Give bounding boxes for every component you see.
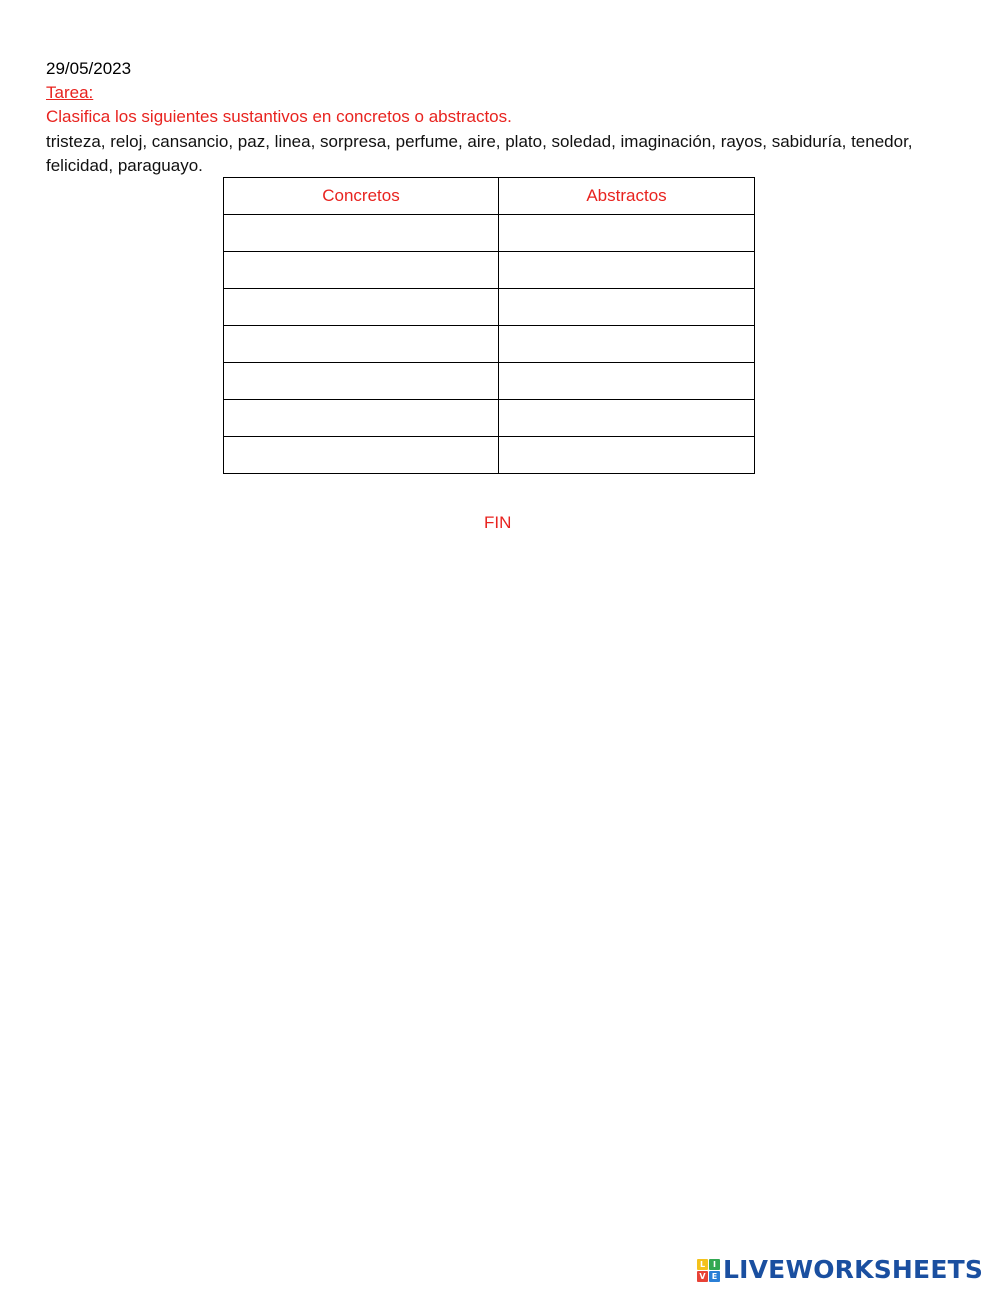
answer-cell-concretos[interactable] [224, 437, 499, 474]
column-header-abstractos: Abstractos [499, 178, 755, 215]
answer-cell-abstractos[interactable] [499, 252, 755, 289]
answer-cell-concretos[interactable] [224, 400, 499, 437]
liveworksheets-logo [697, 1256, 983, 1284]
logo-tile-icon: I [709, 1259, 720, 1270]
answer-cell-concretos[interactable] [224, 363, 499, 400]
table-row [224, 252, 755, 289]
liveworksheets-logo-icon [697, 1259, 720, 1282]
classification-table [223, 177, 755, 474]
answer-cell-abstractos[interactable] [499, 215, 755, 252]
instruction-text: Clasifica los siguientes sustantivos en concretos o abstractos. [46, 107, 512, 126]
liveworksheets-logo-text: LIVEWORKSHEETS [723, 1255, 984, 1284]
logo-tile-icon: E [709, 1271, 720, 1282]
logo-tile-icon: V [697, 1271, 708, 1282]
logo-tile-icon: L [697, 1259, 708, 1270]
answer-cell-concretos[interactable] [224, 289, 499, 326]
date-text: 29/05/2023 [46, 59, 132, 78]
table-row [224, 326, 755, 363]
table-row [224, 400, 755, 437]
table-header-row [224, 178, 755, 215]
answer-cell-abstractos[interactable] [499, 326, 755, 363]
table-row [224, 215, 755, 252]
answer-cell-abstractos[interactable] [499, 289, 755, 326]
word-list: tristeza, reloj, cansancio, paz, linea, sorpresa, perfume, aire, plato, soledad, imaginación, rayos, sabiduría, tenedor, felicidad, paraguayo. [46, 132, 913, 175]
task-title: Tarea: [46, 83, 94, 102]
table-row [224, 289, 755, 326]
answer-cell-concretos[interactable] [224, 326, 499, 363]
end-marker: FIN [484, 513, 512, 532]
answer-cell-concretos[interactable] [224, 215, 499, 252]
answer-cell-concretos[interactable] [224, 252, 499, 289]
answer-cell-abstractos[interactable] [499, 400, 755, 437]
column-header-concretos: Concretos [224, 178, 499, 215]
table-row [224, 363, 755, 400]
table-row [224, 437, 755, 474]
answer-cell-abstractos[interactable] [499, 363, 755, 400]
answer-cell-abstractos[interactable] [499, 437, 755, 474]
